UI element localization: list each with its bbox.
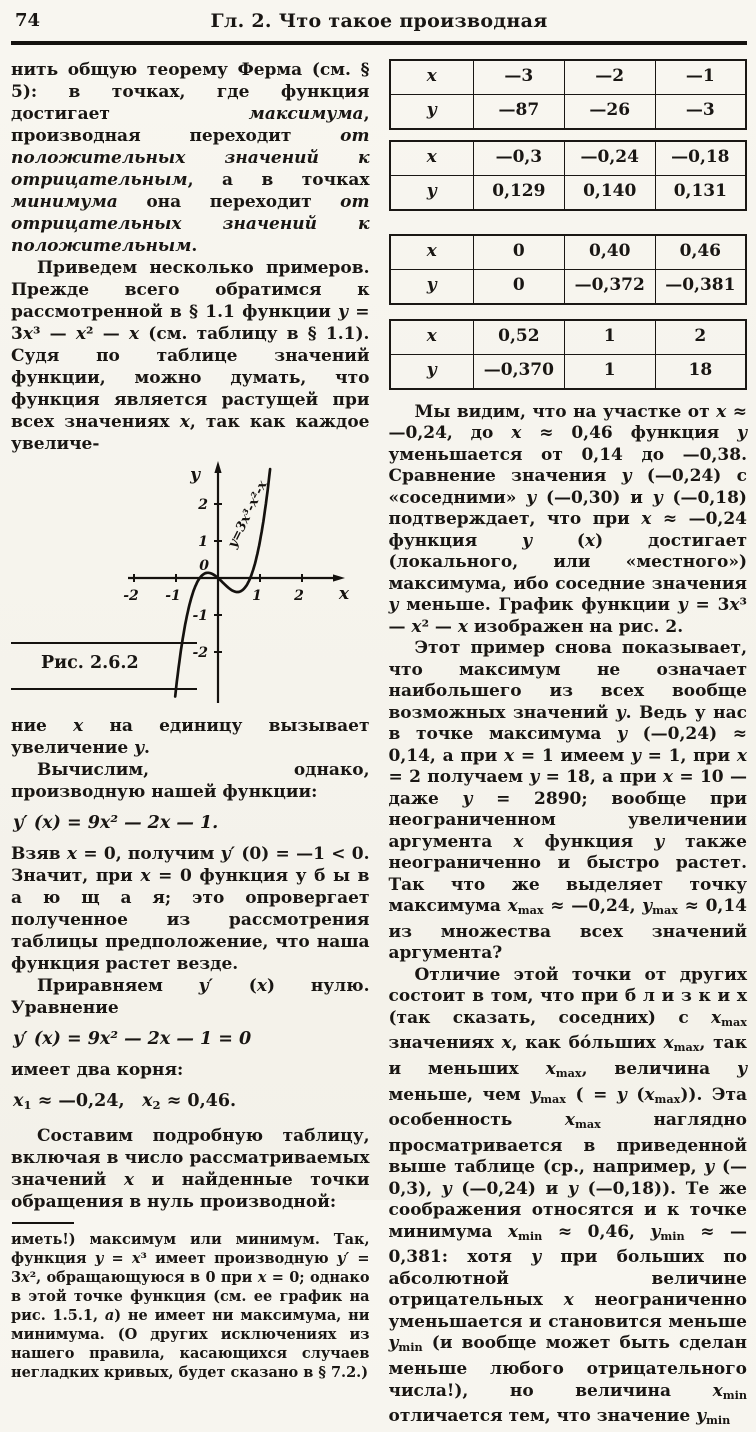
- value-cell: —3: [473, 60, 564, 95]
- text-run: ) нулю. Уравнение: [11, 975, 370, 1018]
- value-cell: 0,129: [473, 175, 564, 210]
- value-cell: —0,372: [564, 269, 655, 304]
- value-cell: —0,381: [655, 269, 746, 304]
- text-run: y: [462, 788, 473, 809]
- paragraph-x0: [11, 843, 370, 975]
- y-axis-arrow: [214, 461, 221, 473]
- subscript-text: max: [654, 1091, 681, 1106]
- text-run: (: [213, 975, 257, 996]
- text-run: y: [531, 1247, 542, 1268]
- value-cell: 0: [473, 269, 564, 304]
- row-label-cell: x: [390, 60, 474, 95]
- text-run: y: [530, 1084, 541, 1105]
- text-run: .: [144, 737, 150, 758]
- text-run: ние: [11, 715, 74, 736]
- text-run: y: [677, 595, 688, 615]
- text-run: (—0,3),: [388, 1157, 748, 1199]
- page-number: 74: [15, 10, 41, 31]
- text-run: y: [388, 595, 399, 615]
- text-run: также неограниченно и быстро растет. Так что же выделяет точку максимума: [388, 831, 747, 916]
- text-run: y: [696, 1406, 707, 1427]
- table-row: [390, 141, 747, 176]
- text-run: ≈ 0,46.: [160, 1090, 237, 1111]
- text-run: y: [737, 1058, 747, 1079]
- text-run: y: [134, 737, 145, 758]
- text-run: меньше, чем: [388, 1084, 531, 1105]
- equation-derivative: y′ (x) = 9x² — 2x — 1.: [13, 812, 219, 833]
- text-run: (: [531, 530, 585, 551]
- text-run: = 2890; вообще при неограниченном увеличении аргумента: [388, 788, 747, 852]
- value-table-2: [389, 140, 748, 211]
- footnote-rule: [12, 1222, 74, 1224]
- text-run: нить общую теорему Ферма (см. § 5): в точках, где функция достигает: [11, 59, 370, 124]
- paragraph-two-roots: имеет два корня:: [11, 1059, 184, 1080]
- text-run: ) не имеет ни максимума, ни минимума. (О других исключениях из нашего правила, касающихся случаев негладких кривых, будет сказано в § 7.2.): [11, 1306, 370, 1381]
- text-run: наглядно просматривается в приведенной выше таблице (ср., например,: [388, 1110, 747, 1178]
- text-run: Составим подробную таблицу, включая в число рассматриваемых значений: [11, 1125, 370, 1190]
- text-run: y: [631, 745, 641, 766]
- text-run: y: [615, 702, 626, 723]
- subscript-text: max: [652, 903, 678, 918]
- text-run: y: [737, 423, 747, 443]
- text-run: x: [712, 1380, 723, 1401]
- text-run: , так и меньших: [388, 1033, 747, 1079]
- text-run: y′: [198, 975, 214, 996]
- text-run: ² —: [86, 323, 129, 344]
- value-cell: —0,370: [473, 354, 564, 389]
- text-run: x: [513, 831, 524, 852]
- text-run: функция: [523, 831, 655, 852]
- text-run: ³ —: [388, 595, 747, 637]
- text-run: y′: [336, 1249, 350, 1267]
- text-run: ², обращающуюся в 0 при: [29, 1268, 258, 1286]
- text-run: y′: [220, 843, 236, 864]
- text-run: Этот пример снова показывает, что максимум не означает наибольшего из всех вообще возможных значений: [388, 638, 747, 723]
- text-run: на единицу вызывает увеличение: [11, 715, 370, 758]
- text-run: = 1 имеем: [514, 745, 632, 766]
- text-run: y: [522, 530, 532, 551]
- text-run: Приведем несколько примеров. Прежде всего обратимся к рассмотренной в § 1.1 функции: [11, 257, 370, 322]
- subscript-text: max: [540, 1091, 566, 1106]
- text-run: = 0 функция у б ы в а ю щ а я; это опровергает полученное из рассмотрения таблицы предположение, что наша функция растет везде.: [11, 865, 370, 974]
- row-label-cell: x: [390, 235, 474, 270]
- text-run: y: [654, 831, 665, 852]
- text-run: x: [142, 1090, 153, 1111]
- x-tick-label: -2: [123, 587, 139, 604]
- text-run: y: [704, 1157, 715, 1178]
- y-tick-label: 1: [198, 533, 208, 550]
- text-run: ≈ 0,46,: [542, 1221, 651, 1242]
- paragraph-we-see: [389, 402, 748, 639]
- text-run: при больших по абсолютной величине отрицательных: [388, 1247, 747, 1311]
- subscript-text: max: [673, 1040, 700, 1055]
- text-run: y: [650, 1221, 661, 1242]
- subscript-text: 1: [23, 1097, 32, 1112]
- paragraph-compute-derivative: Вычислим, однако, производную нашей функции:: [11, 759, 370, 802]
- text-run: от отрицательных значений к положительным: [11, 191, 370, 256]
- text-run: x: [507, 896, 518, 916]
- text-run: ≈ —0,381: хотя: [388, 1221, 747, 1268]
- text-run: значениях: [388, 1033, 502, 1054]
- two-column-body: [11, 59, 747, 1432]
- text-run: x: [13, 1090, 24, 1111]
- subscript-text: min: [660, 1228, 685, 1243]
- value-cell: 0,40: [564, 235, 655, 270]
- subscript-text: min: [398, 1340, 423, 1355]
- value-cell: 0,140: [564, 175, 655, 210]
- text-run: (—0,30) и: [536, 487, 653, 508]
- value-table-3: [389, 234, 748, 305]
- text-run: = 3: [11, 301, 370, 344]
- value-cell: —2: [564, 60, 655, 95]
- text-run: = 10 — даже: [388, 767, 747, 809]
- text-run: )). Эта особенность: [388, 1084, 748, 1131]
- figure-caption-label: Рис. 2.6.2: [41, 652, 139, 673]
- x-axis-label: x: [338, 583, 350, 604]
- table-row: [390, 269, 747, 304]
- subscript-text: 2: [152, 1097, 161, 1112]
- chapter-title: Гл. 2. Что такое производная: [210, 10, 548, 32]
- text-run: x: [411, 616, 422, 637]
- text-run: x: [511, 423, 522, 443]
- text-run: Взяв: [11, 843, 67, 864]
- text-run: (—0,18) подтверждает, что при: [388, 487, 747, 529]
- table-row: [390, 235, 747, 270]
- equation-derivative-zero: y′ (x) = 9x² — 2x — 1 = 0: [13, 1028, 252, 1049]
- text-run: , так как каждое увеличе-: [11, 411, 370, 454]
- row-label-cell: y: [390, 269, 474, 304]
- text-run: x: [257, 1268, 267, 1286]
- text-run: x: [457, 616, 468, 637]
- header-rule: [11, 41, 747, 45]
- text-run: а: [104, 1306, 115, 1324]
- value-cell: 0: [473, 235, 564, 270]
- text-run: y: [642, 896, 653, 916]
- text-run: y: [441, 1178, 452, 1199]
- origin-label: 0: [199, 557, 209, 574]
- value-cell: —87: [473, 94, 564, 129]
- text-run: x: [716, 401, 727, 422]
- text-run: (—0,18)). Те же соображения относятся и к точке минимума: [388, 1178, 747, 1242]
- text-run: Отличие этой точки от других состоит в том, что при б л и з к и х (так сказать, соседних) с: [388, 964, 747, 1028]
- text-run: (: [626, 1084, 645, 1105]
- text-run: ≈ 0,46 функция: [521, 423, 738, 443]
- text-run: y: [616, 1084, 627, 1105]
- subscript-text: max: [517, 903, 544, 918]
- value-cell: 0,131: [655, 175, 746, 210]
- text-run: x: [644, 1084, 655, 1105]
- text-run: = 1, при: [640, 745, 737, 766]
- footnote: [11, 1230, 370, 1382]
- value-cell: —26: [564, 94, 655, 129]
- curve-equation-label: y=3x³-x²-x: [225, 477, 271, 551]
- text-run: Мы видим, что на участке от: [414, 401, 717, 422]
- subscript-text: min: [706, 1413, 731, 1428]
- text-run: = 3: [687, 595, 730, 615]
- value-cell: —0,24: [564, 141, 655, 176]
- text-run: x: [584, 530, 596, 551]
- row-label-cell: y: [390, 94, 474, 129]
- text-run: отличается тем, что значение: [388, 1406, 697, 1427]
- value-cell: 1: [564, 354, 655, 389]
- text-run: ² —: [421, 616, 458, 637]
- text-run: x: [75, 323, 87, 344]
- y-tick-label: -1: [192, 607, 208, 624]
- text-run: x: [123, 1169, 134, 1190]
- text-run: (см. таблицу в § 1.1). Судя по таблице значений функции, можно думать, что функция является растущей при всех значениях: [11, 323, 370, 432]
- row-label-cell: y: [390, 354, 474, 389]
- text-run: (0) = —1 < 0. Значит, при: [11, 843, 370, 886]
- left-column: [11, 59, 370, 1432]
- text-run: ) достигает (локального, или «местного») максимума, ибо соседние значения: [388, 530, 747, 594]
- table-row: [390, 175, 747, 210]
- text-run: x: [545, 1058, 556, 1079]
- text-run: =: [103, 1249, 132, 1267]
- x-tick-label: 2: [294, 587, 304, 604]
- text-run: y: [526, 487, 537, 508]
- text-run: ≈ 0,14 из множества всех значений аргумента?: [388, 896, 747, 964]
- subscript-text: max: [555, 1066, 582, 1081]
- text-run: y: [567, 1178, 578, 1199]
- text-run: x: [179, 411, 190, 432]
- paragraph-fermat: [11, 59, 370, 257]
- value-cell: —1: [655, 60, 746, 95]
- text-run: x: [736, 745, 747, 766]
- text-run: уменьшается от 0,14 до —0,38. Сравнение значения: [388, 444, 747, 486]
- value-cell: 18: [655, 354, 746, 389]
- value-cell: 0,52: [473, 320, 564, 355]
- subscript-text: min: [722, 1387, 747, 1402]
- subscript-text: min: [518, 1228, 543, 1243]
- text-run: (—0,24) с «соседними»: [388, 466, 747, 508]
- text-run: ≈ —0,24,: [31, 1090, 143, 1111]
- text-run: , величина: [581, 1058, 738, 1079]
- text-run: = 2 получаем: [388, 767, 530, 787]
- text-run: (—0,24) ≈ 0,14, а при: [388, 724, 747, 766]
- paragraph-examples: [11, 257, 370, 455]
- text-run: ( =: [565, 1084, 617, 1105]
- text-run: = 0; однако в этой точке функция (см. ее график на рис. 1.5.1,: [11, 1268, 370, 1324]
- text-run: x: [729, 595, 740, 615]
- text-run: ≈ —0,24 функция: [388, 509, 747, 551]
- subscript-text: max: [575, 1117, 601, 1132]
- text-run: (и вообще может быть сделан меньше любого отрицательного числа!), но величина: [388, 1333, 747, 1401]
- text-run: , а в точках: [187, 169, 370, 190]
- equation-roots: [13, 1090, 370, 1116]
- value-cell: 1: [564, 320, 655, 355]
- text-run: изображен на рис. 2.: [468, 616, 684, 637]
- page-header: [11, 8, 747, 38]
- text-run: x: [66, 843, 78, 864]
- figure-2-6-2: [11, 458, 370, 712]
- value-table-1: [389, 59, 748, 130]
- text-run: от положительных значений к отрицательным: [11, 125, 370, 190]
- y-tick-label: 2: [198, 496, 208, 513]
- text-run: , как бо́льших: [511, 1033, 664, 1054]
- table-row: [390, 60, 747, 95]
- subscript-text: max: [721, 1014, 747, 1029]
- text-run: x: [507, 1221, 519, 1242]
- text-run: x: [22, 323, 33, 344]
- text-run: Приравняем: [37, 975, 199, 996]
- text-run: ³ —: [32, 323, 76, 344]
- text-run: x: [501, 1033, 512, 1054]
- x-axis-arrow: [333, 574, 345, 581]
- y-tick-label: -2: [192, 644, 208, 661]
- text-run: = 0, получим: [77, 843, 221, 864]
- text-run: .: [191, 235, 198, 256]
- text-run: x: [711, 1007, 722, 1028]
- value-cell: —0,3: [473, 141, 564, 176]
- text-run: x: [663, 1033, 674, 1054]
- text-run: x: [73, 715, 84, 736]
- paragraph-continuation: [11, 715, 370, 759]
- text-run: y: [338, 301, 348, 322]
- value-cell: —0,18: [655, 141, 746, 176]
- row-label-cell: y: [390, 175, 474, 210]
- value-cell: 0,46: [655, 235, 746, 270]
- text-run: y: [388, 1333, 399, 1354]
- text-run: = 3: [11, 1249, 370, 1286]
- paragraph-set-to-zero: [11, 975, 370, 1019]
- row-label-cell: x: [390, 141, 474, 176]
- text-run: ³ имеет производную: [140, 1249, 337, 1267]
- text-run: . Ведь у нас в точке максимума: [388, 702, 747, 744]
- table-row: [390, 354, 747, 389]
- text-run: y: [617, 724, 627, 744]
- y-axis-label: y: [190, 464, 200, 485]
- value-cell: —3: [655, 94, 746, 129]
- paragraph-example-shows: [389, 638, 748, 965]
- text-run: y: [94, 1249, 104, 1267]
- text-run: x: [131, 1249, 141, 1267]
- text-run: ≈ —0,24, до: [388, 401, 747, 443]
- text-run: (—0,24) и: [451, 1178, 568, 1199]
- text-run: иметь!) максимум или минимум. Так, функция: [11, 1230, 370, 1267]
- text-run: y: [621, 466, 632, 486]
- value-cell: 2: [655, 320, 746, 355]
- text-run: y: [652, 487, 663, 508]
- text-run: x: [563, 1290, 574, 1311]
- text-run: x: [662, 767, 673, 787]
- text-run: x: [641, 509, 652, 529]
- x-tick-label: 1: [252, 587, 262, 604]
- text-run: ≈ —0,24,: [543, 896, 643, 916]
- text-run: x: [564, 1110, 576, 1131]
- paragraph-distinction: [389, 965, 748, 1432]
- text-run: x: [140, 865, 151, 886]
- table-row: [390, 320, 747, 355]
- text-run: минимума: [11, 191, 118, 212]
- figure-caption: [11, 642, 197, 690]
- text-run: x: [504, 745, 515, 766]
- text-run: и найденные точки обращения в нуль производной:: [11, 1169, 370, 1212]
- text-run: неограниченно уменьшается и становится меньше: [388, 1290, 747, 1332]
- table-row: [390, 94, 747, 129]
- text-run: x: [21, 1268, 30, 1286]
- text-run: , производная переходит: [11, 103, 370, 146]
- value-table-4: [389, 319, 748, 390]
- row-label-cell: x: [390, 320, 474, 355]
- text-run: x: [128, 323, 140, 344]
- text-run: = 18, а при: [539, 767, 663, 787]
- x-tick-label: -1: [165, 587, 181, 604]
- right-column: [389, 59, 748, 1432]
- text-run: меньше. График функции: [398, 595, 678, 615]
- text-run: она переходит: [117, 191, 341, 212]
- text-run: максимума: [248, 103, 364, 124]
- text-run: x: [256, 975, 267, 996]
- text-run: y: [529, 767, 540, 787]
